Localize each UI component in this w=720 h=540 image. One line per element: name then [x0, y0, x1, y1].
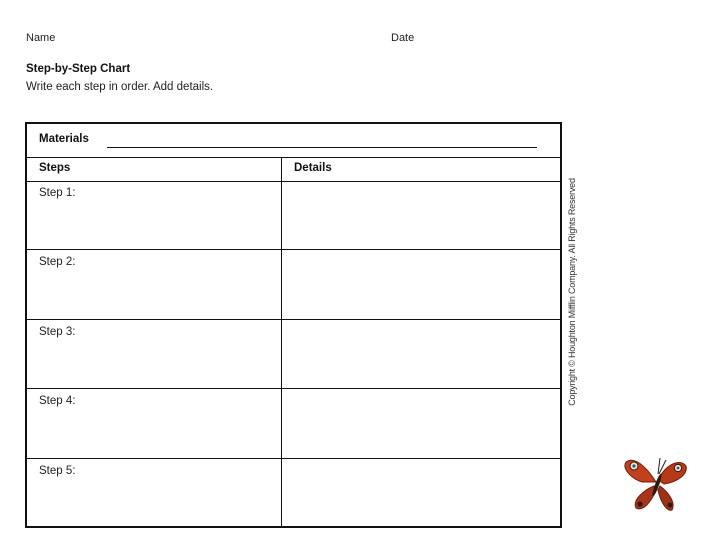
- step-row-1[interactable]: [27, 181, 560, 250]
- step-row-4[interactable]: [27, 389, 560, 458]
- step-label: Step 2:: [39, 256, 76, 269]
- step-row-2[interactable]: [27, 250, 560, 319]
- page-title: Step-by-Step Chart: [26, 63, 131, 75]
- step-label: Step 3:: [39, 325, 76, 338]
- instructions-text: Write each step in order. Add details.: [26, 81, 214, 93]
- step-row-5[interactable]: [27, 459, 560, 528]
- step-label: Step 4:: [39, 395, 76, 408]
- date-label: Date: [391, 32, 415, 44]
- materials-write-line[interactable]: [107, 147, 537, 148]
- steps-column-header: Steps: [39, 162, 71, 174]
- step-label: Step 5:: [39, 464, 76, 477]
- name-label: Name: [26, 32, 56, 44]
- step-row-3[interactable]: [27, 320, 560, 389]
- materials-row: [27, 124, 560, 158]
- step-label: Step 1:: [39, 187, 76, 199]
- materials-label: Materials: [39, 133, 89, 145]
- column-header-row: [27, 157, 560, 182]
- butterfly-icon: [622, 452, 690, 514]
- details-column-header: Details: [294, 162, 332, 174]
- copyright-notice: Copyright © Houghton Mifflin Company. All Rights Reserved: [567, 178, 577, 406]
- step-by-step-chart: [25, 122, 562, 528]
